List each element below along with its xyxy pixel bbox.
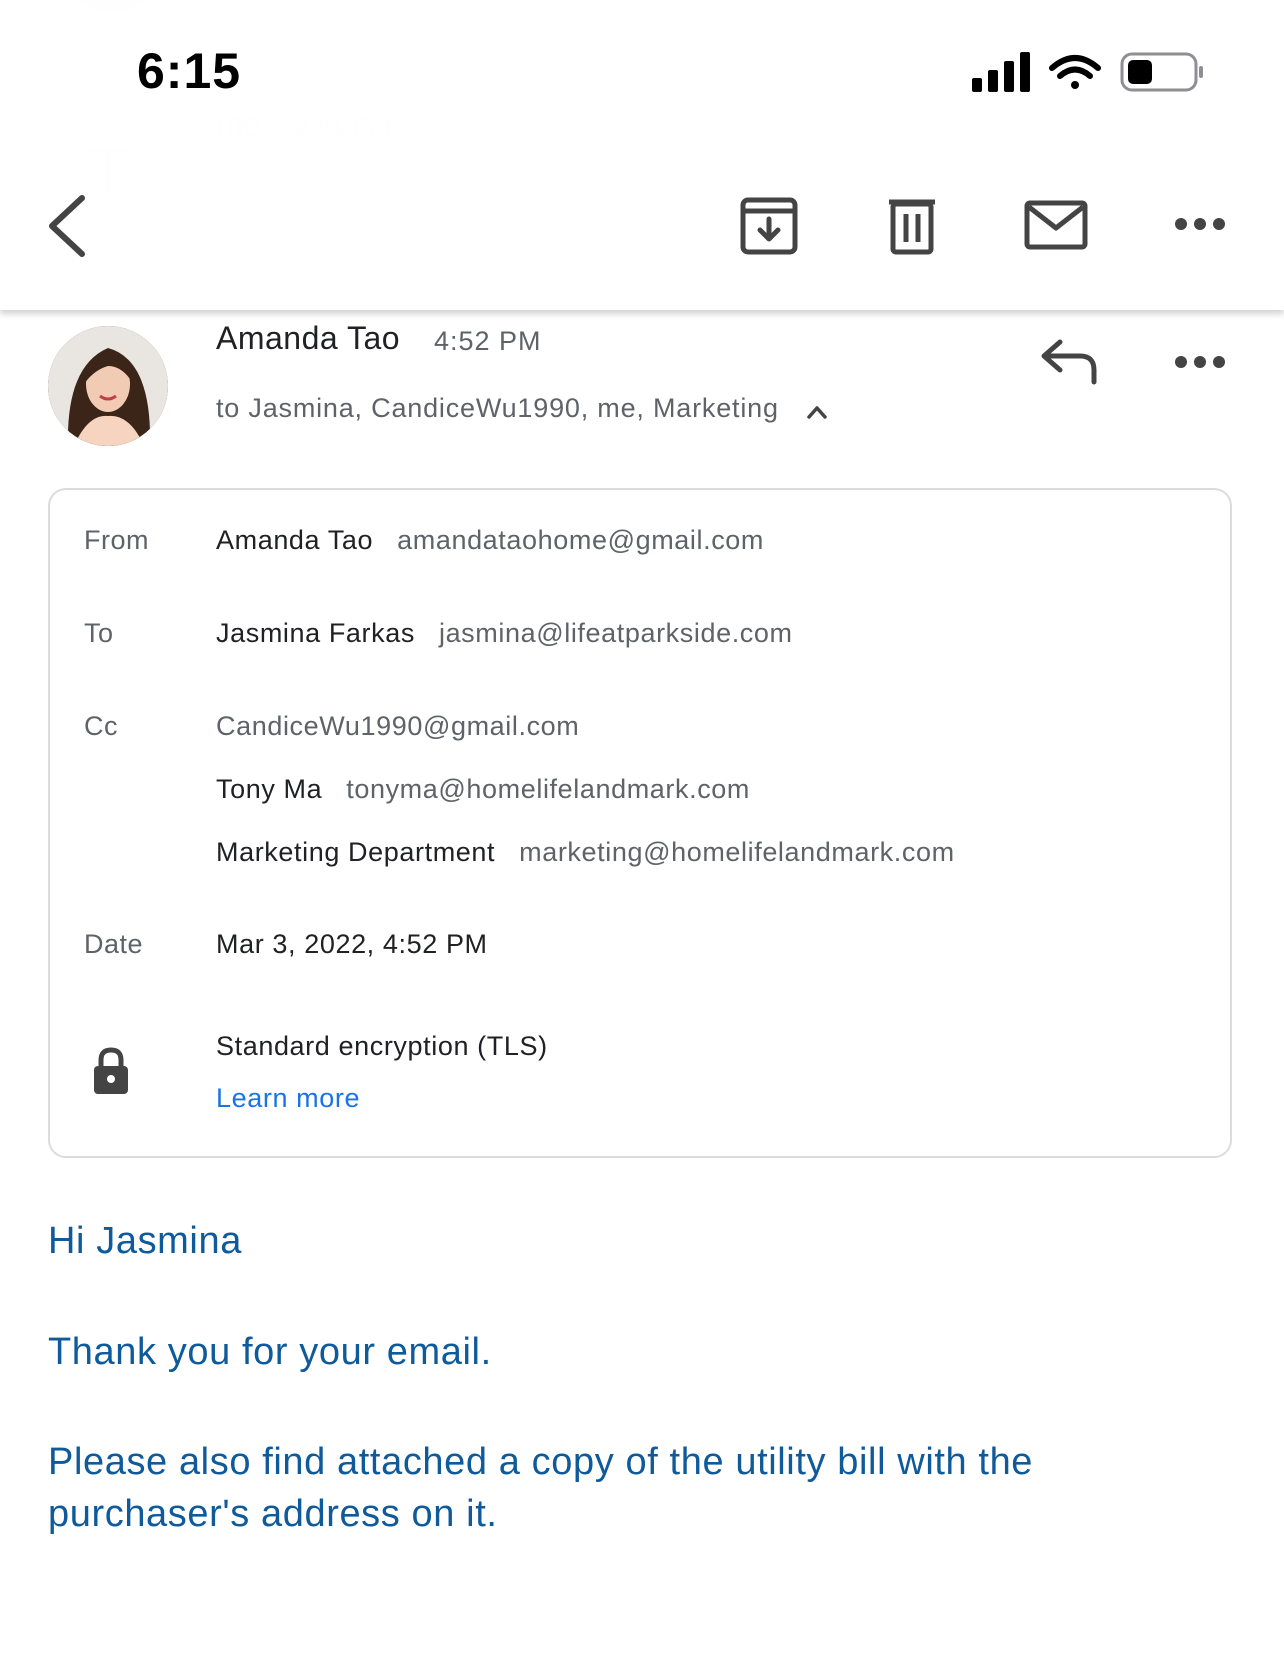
date-value: Mar 3, 2022, 4:52 PM bbox=[216, 929, 488, 959]
body-line-2: Please also find attached a copy of the utility bill with the purchaser's address on it. bbox=[48, 1441, 1034, 1535]
profile-photo bbox=[48, 326, 168, 446]
learn-more-link[interactable]: Learn more bbox=[216, 1083, 361, 1113]
cc-label: Cc bbox=[84, 711, 118, 741]
cc-email-3[interactable]: marketing@homelifelandmark.com bbox=[519, 837, 955, 867]
status-time: 6:15 bbox=[137, 43, 242, 99]
sender-avatar[interactable] bbox=[48, 326, 168, 446]
sender-name: Amanda Tao bbox=[216, 320, 401, 356]
cc-email-1[interactable]: CandiceWu1990@gmail.com bbox=[216, 711, 580, 741]
message-time: 4:52 PM bbox=[434, 326, 542, 356]
status-icons bbox=[970, 50, 1210, 96]
message-more-icon[interactable] bbox=[1174, 352, 1226, 372]
cc-row-3 bbox=[216, 837, 955, 868]
date-label: Date bbox=[84, 929, 144, 959]
to-name: Jasmina Farkas bbox=[216, 618, 415, 648]
chevron-up-icon[interactable] bbox=[806, 404, 828, 420]
recipients-summary[interactable]: to Jasmina, CandiceWu1990, me, Marketing bbox=[216, 393, 779, 423]
lock-icon bbox=[92, 1046, 130, 1096]
more-icon[interactable] bbox=[1174, 214, 1226, 234]
cc-name-3: Marketing Department bbox=[216, 837, 496, 867]
cc-row-2 bbox=[216, 774, 750, 805]
battery-icon bbox=[1122, 54, 1203, 90]
encryption-text: Standard encryption (TLS) bbox=[216, 1031, 548, 1061]
from-email[interactable]: amandataohome@gmail.com bbox=[397, 525, 765, 555]
archive-icon[interactable] bbox=[740, 197, 798, 255]
signal-icon bbox=[972, 52, 1030, 92]
cc-row-1 bbox=[216, 711, 579, 742]
reply-icon[interactable] bbox=[1040, 338, 1098, 386]
from-row bbox=[216, 525, 764, 556]
body-greeting: Hi Jasmina bbox=[48, 1220, 242, 1262]
from-label: From bbox=[84, 525, 149, 555]
wifi-icon bbox=[1052, 58, 1098, 89]
cc-name-2: Tony Ma bbox=[216, 774, 323, 804]
back-icon[interactable] bbox=[44, 194, 90, 258]
to-email[interactable]: jasmina@lifeatparkside.com bbox=[438, 618, 793, 648]
to-row bbox=[216, 618, 793, 649]
body-line-1: Thank you for your email. bbox=[48, 1331, 492, 1373]
mail-icon[interactable] bbox=[1024, 200, 1088, 250]
trash-icon[interactable] bbox=[887, 196, 937, 256]
to-label: To bbox=[84, 618, 114, 648]
cc-email-2[interactable]: tonyma@homelifelandmark.com bbox=[346, 774, 751, 804]
top-bar bbox=[0, 0, 1284, 310]
from-name: Amanda Tao bbox=[216, 525, 374, 555]
